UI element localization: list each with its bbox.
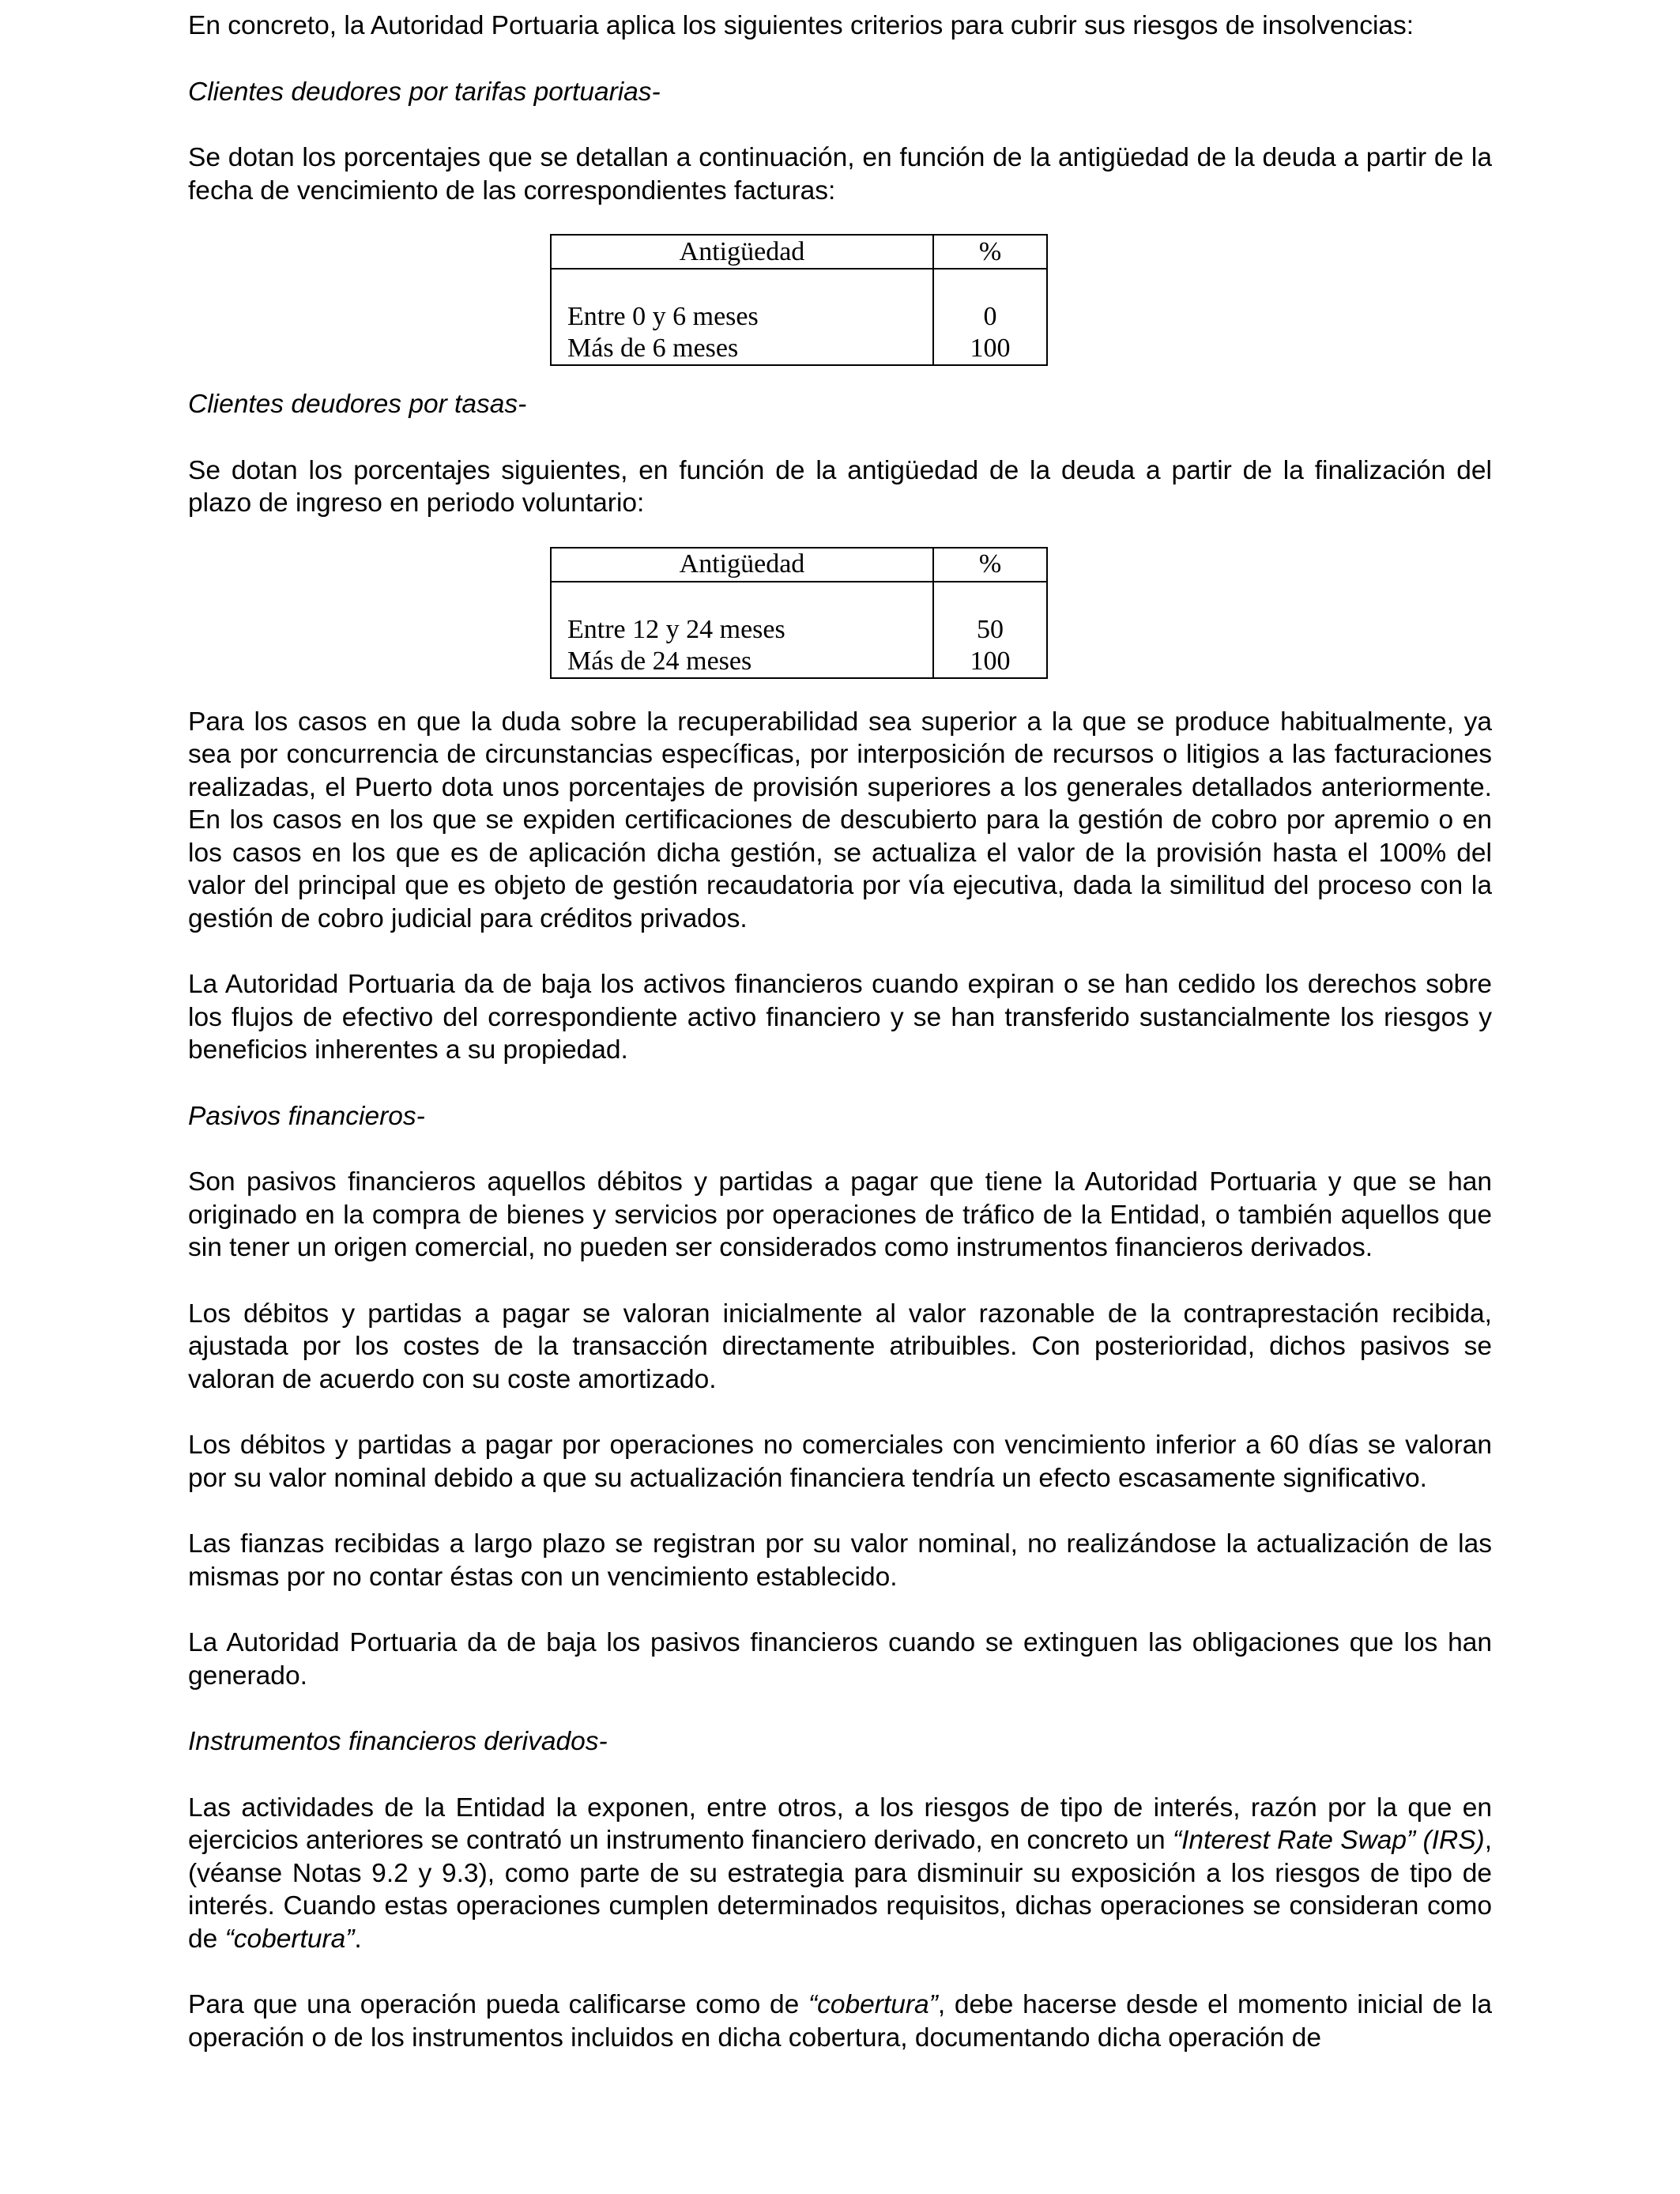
table-cell-label: Más de 6 meses xyxy=(551,333,933,365)
baja-activos-paragraph: La Autoridad Portuaria da de baja los activos financieros cuando expiran o se han cedido los derechos sobre los flujos de efectivo del correspondiente activo financiero y se han transferido sustancialmente los riesgos y beneficios inherentes a su propiedad. xyxy=(188,970,1492,1065)
table-header-percent: % xyxy=(933,235,1047,269)
table-header-antiguedad: Antigüedad xyxy=(551,548,933,582)
document-page xyxy=(188,9,1492,2054)
table-spacer-row xyxy=(551,269,1047,301)
table-header-percent: % xyxy=(933,548,1047,582)
derivados-heading: Instrumentos financieros derivados- xyxy=(188,1727,608,1756)
tarifas-paragraph: Se dotan los porcentajes que se detallan a continuación, en función de la antigüedad de la deuda a partir de la fecha de vencimiento de las correspondientes facturas: xyxy=(188,143,1492,205)
tasas-table xyxy=(550,547,1048,679)
table-row xyxy=(551,301,1047,333)
table-cell-label: Entre 12 y 24 meses xyxy=(551,614,933,646)
debitos-valoracion-paragraph: Los débitos y partidas a pagar se valoran inicialmente al valor razonable de la contraprestación recibida, ajustada por los costes de la transacción directamente atribuibles. Con posterioridad, dichos pasivos se valoran de acuerdo con su coste amortizado. xyxy=(188,1299,1492,1394)
table-cell-value: 50 xyxy=(933,614,1047,646)
table-cell-label: Más de 24 meses xyxy=(551,646,933,678)
table-cell-value: 100 xyxy=(933,333,1047,365)
table-cell-value: 100 xyxy=(933,646,1047,678)
cobertura-term: “cobertura” xyxy=(224,1924,355,1954)
cobertura-text-2: , debe hacerse desde el momento inicial de la operación o de los instrumentos incluidos en dicha cobertura, documentando dicha operación de xyxy=(188,1990,1492,2053)
table-header-antiguedad: Antigüedad xyxy=(551,235,933,269)
derivados-text-2: , (véanse Notas 9.2 y 9.3), como parte de su estrategia para disminuir su exposición a los riesgos de tipo de interés. Cuando estas operaciones cumplen determinados requisitos, dichas operaciones se consideran como de xyxy=(188,1826,1493,1954)
derivados-text-3: . xyxy=(354,1924,362,1954)
tasas-heading: Clientes deudores por tasas- xyxy=(188,390,527,419)
table-cell-value: 0 xyxy=(933,301,1047,333)
fianzas-paragraph: Las fianzas recibidas a largo plazo se registran por su valor nominal, no realizándose la actualización de las mismas por no contar éstas con un vencimiento establecido. xyxy=(188,1529,1492,1592)
table-row xyxy=(551,333,1047,365)
table-header-row xyxy=(551,235,1047,269)
pasivos-heading: Pasivos financieros- xyxy=(188,1101,425,1131)
table-cell-label: Entre 0 y 6 meses xyxy=(551,301,933,333)
cobertura-term: “cobertura” xyxy=(808,1990,938,2019)
table-row xyxy=(551,614,1047,646)
irs-term: “Interest Rate Swap” (IRS) xyxy=(1172,1826,1485,1855)
tarifas-heading: Clientes deudores por tarifas portuarias- xyxy=(188,77,661,107)
cobertura-text-1: Para que una operación pueda calificarse como de xyxy=(188,1990,808,2019)
tarifas-table xyxy=(550,234,1048,366)
derivados-paragraph xyxy=(188,1792,1492,1956)
table-spacer-row xyxy=(551,582,1047,614)
derivados-text-1: Las actividades de la Entidad la exponen, entre otros, a los riesgos de tipo de interés, razón por la que en ejercicios anteriores se contrató un instrumento financiero derivado, en concreto un xyxy=(188,1793,1492,1855)
duda-paragraph: Para los casos en que la duda sobre la recuperabilidad sea superior a la que se produce habitualmente, ya sea por concurrencia de circunstancias específicas, por interposición de recursos o litigios a las facturaciones realizadas, el Puerto dota unos porcentajes de provisión superiores a los generales detallados anteriormente. En los casos en los que se expiden certificaciones de descubierto para la gestión de cobro por apremio o en los casos en los que es de aplicación dicha gestión, se actualiza el valor de la provisión hasta el 100% del valor del principal que es objeto de gestión recaudatoria por vía ejecutiva, dada la similitud del proceso con la gestión de cobro judicial para créditos privados. xyxy=(188,707,1492,933)
intro-paragraph: En concreto, la Autoridad Portuaria aplica los siguientes criterios para cubrir sus riesgos de insolvencias: xyxy=(188,11,1414,40)
table-header-row xyxy=(551,548,1047,582)
cobertura-paragraph xyxy=(188,1989,1492,2054)
debitos-nominal-paragraph: Los débitos y partidas a pagar por operaciones no comerciales con vencimiento inferior a 60 días se valoran por su valor nominal debido a que su actualización financiera tendría un efecto escasamente significativo. xyxy=(188,1431,1492,1493)
tasas-paragraph: Se dotan los porcentajes siguientes, en función de la antigüedad de la deuda a partir de la finalización del plazo de ingreso en periodo voluntario: xyxy=(188,455,1492,518)
pasivos-definition-paragraph: Son pasivos financieros aquellos débitos y partidas a pagar que tiene la Autoridad Portuaria y que se han originado en la compra de bienes y servicios por operaciones de tráfico de la Entidad, o también aquellos que sin tener un origen comercial, no pueden ser considerados como instrumentos financieros derivados. xyxy=(188,1167,1492,1262)
baja-pasivos-paragraph: La Autoridad Portuaria da de baja los pasivos financieros cuando se extinguen las obligaciones que los han generado. xyxy=(188,1628,1492,1691)
table-row xyxy=(551,646,1047,678)
